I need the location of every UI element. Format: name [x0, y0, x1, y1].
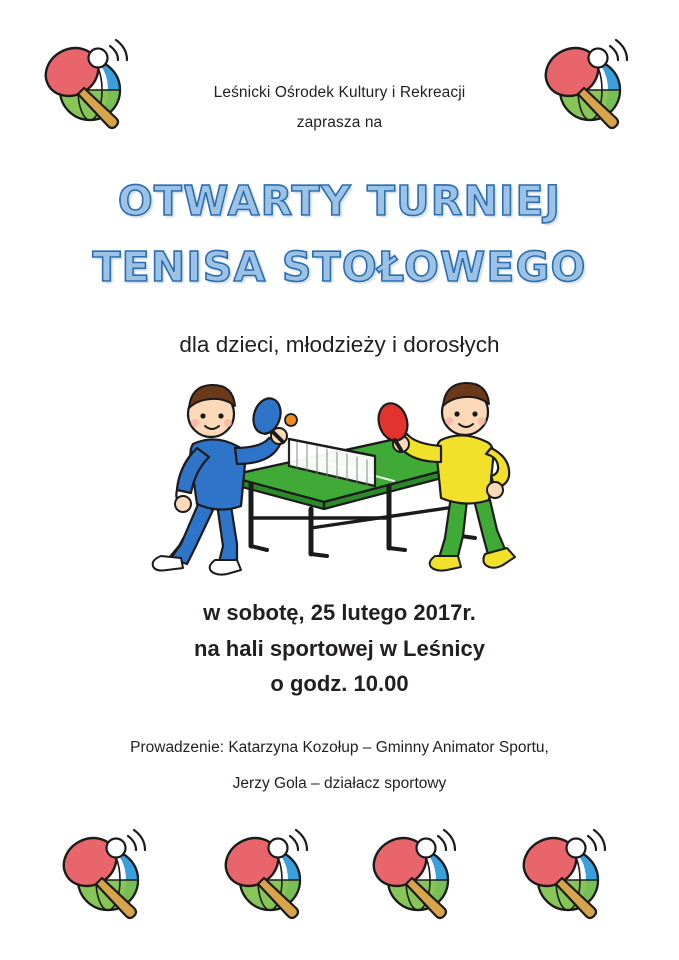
title-line-2: TENISA STOŁOWEGO: [92, 243, 587, 292]
organiser-line-2: Jerzy Gola – działacz sportowy: [232, 775, 447, 793]
event-location: na hali sportowej w Leśnicy: [194, 635, 485, 661]
table-tennis-paddle-ball-icon: [506, 822, 606, 922]
table-tennis-paddle-ball-icon: [208, 822, 308, 922]
table-tennis-paddle-ball-icon: [356, 822, 456, 922]
page-title: [0, 168, 679, 301]
invitation-text: zaprasza na: [296, 114, 383, 132]
table-tennis-paddle-ball-icon: [46, 822, 146, 922]
event-time: o godz. 10.00: [270, 671, 409, 697]
organiser-line-1: Prowadzenie: Katarzyna Kozołup – Gminny Animator Sportu,: [130, 739, 549, 756]
subtitle: dla dzieci, młodzieży i dorosłych: [179, 332, 500, 357]
event-date: w sobotę, 25 lutego 2017r.: [203, 600, 476, 625]
event-details: [0, 595, 679, 702]
organizer-header: [0, 78, 679, 138]
table-tennis-illustration: [139, 378, 539, 583]
organisers-info: [0, 730, 679, 803]
title-line-1: OTWARTY TURNIEJ: [117, 177, 562, 225]
organizer-name: Leśnicki Ośrodek Kultury i Rekreacji: [213, 84, 466, 101]
